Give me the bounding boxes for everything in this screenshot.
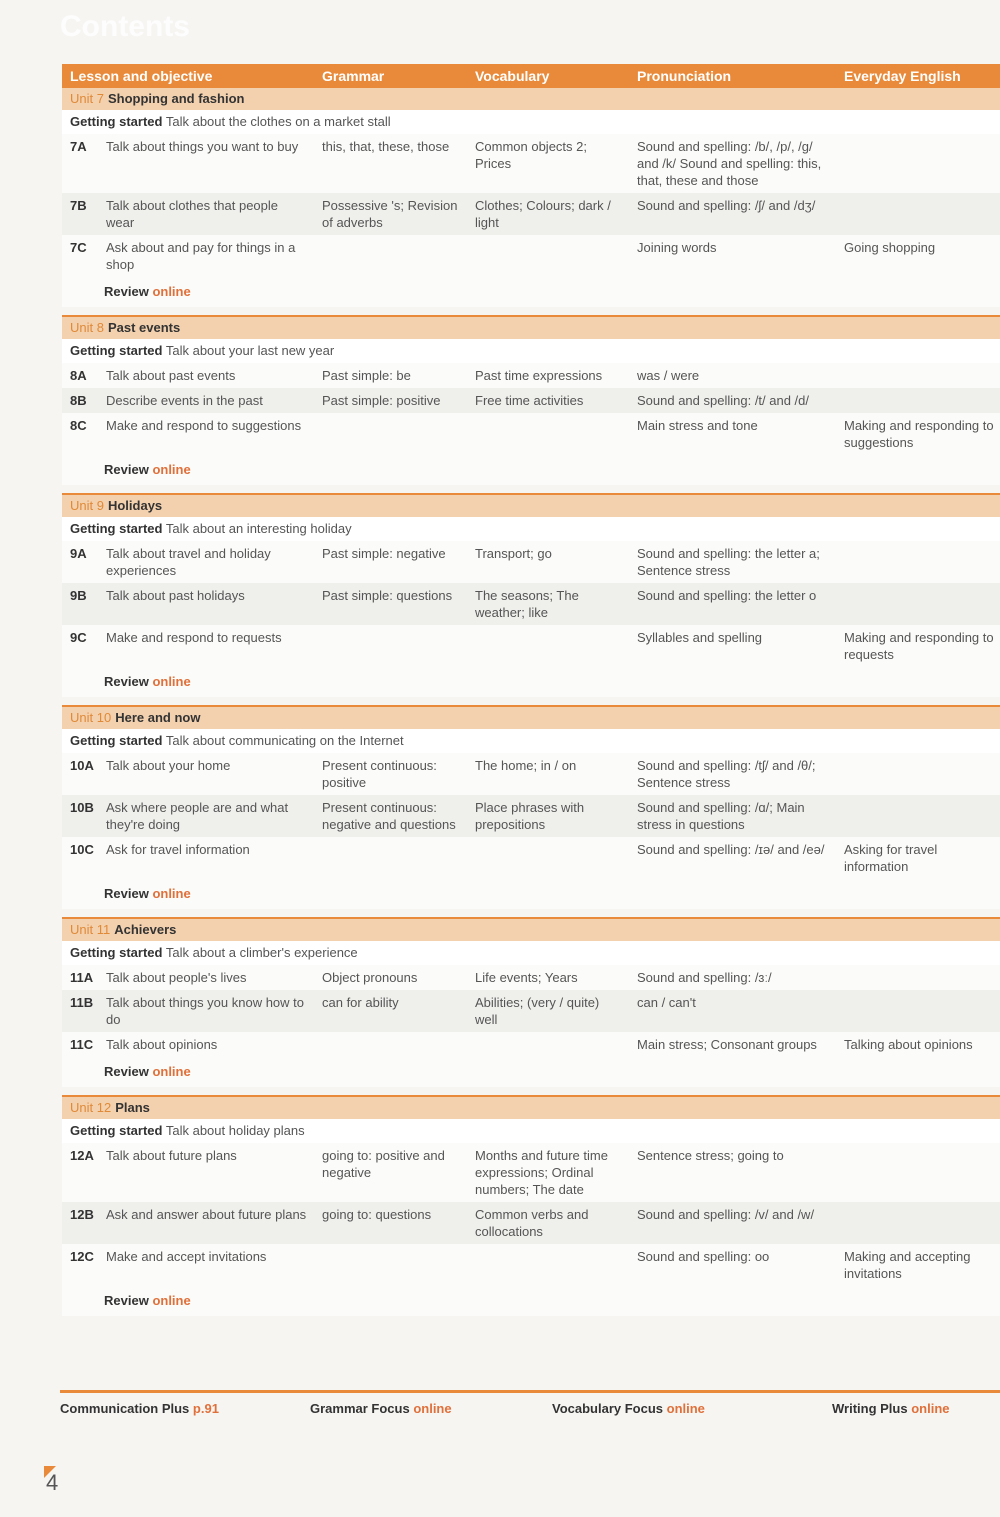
units-container	[62, 88, 1000, 1316]
lesson-vocabulary	[467, 837, 629, 879]
unit-block	[62, 917, 1000, 1087]
getting-started	[62, 517, 1000, 541]
unit-number: Unit 12	[70, 1100, 112, 1115]
lesson-vocabulary: Common objects 2; Prices	[475, 139, 587, 171]
lesson-pronunciation: Sound and spelling: /ɪə/ and /eə/	[637, 842, 825, 857]
unit-name: Plans	[115, 1100, 150, 1115]
lesson-row	[62, 837, 1000, 879]
lesson-vocabulary: Free time activities	[475, 393, 584, 408]
lesson-code: 11B	[70, 995, 94, 1010]
lesson-code: 7A	[70, 139, 87, 154]
lesson-objective: Make and respond to suggestions	[106, 418, 302, 433]
lesson-objective: Talk about opinions	[106, 1037, 218, 1052]
header-grammar: Grammar	[322, 68, 385, 84]
lesson-vocabulary: Common verbs and collocations	[475, 1207, 589, 1239]
lesson-pronunciation: Sound and spelling: /t/ and /d/	[637, 393, 810, 408]
online-label: online	[152, 886, 191, 901]
unit-heading	[62, 1097, 1000, 1119]
lesson-objective: Talk about future plans	[106, 1148, 237, 1163]
lesson-vocabulary: The home; in / on	[475, 758, 577, 773]
getting-started	[62, 729, 1000, 753]
lesson-grammar: can for ability	[322, 995, 399, 1010]
lesson-vocabulary: Abilities; (very / quite) well	[475, 995, 600, 1027]
contents-table	[62, 64, 1000, 1316]
lesson-vocabulary	[467, 1032, 629, 1057]
lesson-objective: Talk about past holidays	[106, 588, 245, 603]
lesson-grammar: Present continuous: negative and questions	[322, 800, 456, 832]
lesson-objective: Ask where people are and what they're doing	[106, 800, 289, 832]
lesson-code: 9B	[70, 588, 87, 603]
header-lesson: Lesson and objective	[70, 68, 213, 84]
unit-block	[62, 493, 1000, 697]
lesson-pronunciation: Sound and spelling: /ɑ/; Main stress in questions	[637, 800, 805, 832]
lesson-pronunciation: Sound and spelling: /b/, /p/, /g/ and /k/ Sound and spelling: this, that, these and those	[637, 139, 822, 188]
lesson-row	[62, 1143, 1000, 1202]
lesson-code: 12A	[70, 1148, 94, 1163]
page-number: 4	[46, 1470, 59, 1495]
lesson-objective: Ask and answer about future plans	[106, 1207, 307, 1222]
lesson-code: 10B	[70, 800, 94, 815]
review-label: Review	[104, 674, 149, 689]
getting-started	[62, 339, 1000, 363]
lesson-grammar: Possessive 's; Revision of adverbs	[322, 198, 458, 230]
lesson-objective: Make and respond to requests	[106, 630, 282, 645]
lesson-row	[62, 413, 1000, 455]
unit-heading	[62, 317, 1000, 339]
lesson-grammar: Past simple: be	[322, 368, 411, 383]
lesson-vocabulary: Life events; Years	[475, 970, 578, 985]
lesson-everyday-english	[836, 1143, 1000, 1202]
unit-heading	[62, 919, 1000, 941]
lesson-everyday-english	[836, 541, 1000, 583]
unit-number: Unit 11	[70, 922, 111, 937]
unit-heading	[62, 88, 1000, 110]
lesson-objective: Ask about and pay for things in a shop	[106, 240, 296, 272]
lesson-pronunciation: Sound and spelling: oo	[637, 1249, 770, 1264]
unit-name: Shopping and fashion	[107, 91, 245, 106]
lesson-code: 10C	[70, 842, 94, 857]
lesson-grammar: Object pronouns	[322, 970, 418, 985]
getting-started	[62, 110, 1000, 134]
lesson-code: 9A	[70, 546, 87, 561]
lesson-code: 9C	[70, 630, 87, 645]
footer	[60, 1390, 1000, 1416]
getting-started-text: Talk about a climber's experience	[165, 945, 358, 960]
getting-started-text: Talk about an interesting holiday	[165, 521, 352, 536]
lesson-everyday-english: Making and responding to requests	[844, 630, 994, 662]
lesson-vocabulary	[467, 235, 629, 277]
getting-started-label: Getting started	[70, 733, 163, 748]
lesson-row	[62, 1202, 1000, 1244]
footer-writing-plus[interactable]: Writing Plus online	[832, 1401, 950, 1416]
lesson-objective: Talk about things you want to buy	[106, 139, 299, 154]
online-label: online	[152, 1293, 191, 1308]
unit-number: Unit 9	[70, 498, 104, 513]
lesson-pronunciation: can / can't	[637, 995, 696, 1010]
lesson-row	[62, 388, 1000, 413]
lesson-row	[62, 753, 1000, 795]
table-header	[62, 64, 1000, 88]
lesson-objective: Ask for travel information	[106, 842, 250, 857]
lesson-pronunciation: Sound and spelling: /tʃ/ and /θ/; Sentence stress	[637, 758, 816, 790]
unit-block	[62, 88, 1000, 307]
lesson-row	[62, 795, 1000, 837]
unit-number: Unit 10	[70, 710, 112, 725]
lesson-vocabulary: Place phrases with prepositions	[475, 800, 585, 832]
lesson-everyday-english	[836, 965, 1000, 990]
lesson-grammar: going to: questions	[322, 1207, 432, 1222]
review-online-link[interactable]	[62, 667, 1000, 697]
lesson-pronunciation: Main stress and tone	[637, 418, 758, 433]
lesson-row	[62, 541, 1000, 583]
lesson-grammar	[314, 235, 467, 277]
lesson-everyday-english	[836, 1202, 1000, 1244]
lesson-code: 12B	[70, 1207, 94, 1222]
lesson-vocabulary	[467, 413, 629, 455]
lesson-grammar: Past simple: negative	[322, 546, 446, 561]
getting-started-label: Getting started	[70, 114, 163, 129]
lesson-row	[62, 990, 1000, 1032]
lesson-everyday-english: Asking for travel information	[844, 842, 938, 874]
lesson-vocabulary	[467, 1244, 629, 1286]
review-label: Review	[104, 284, 149, 299]
lesson-pronunciation: Joining words	[637, 240, 717, 255]
online-label: online	[152, 1064, 191, 1079]
unit-heading	[62, 495, 1000, 517]
header-vocabulary: Vocabulary	[475, 68, 550, 84]
lesson-row	[62, 1032, 1000, 1057]
lesson-row	[62, 625, 1000, 667]
lesson-row	[62, 193, 1000, 235]
lesson-pronunciation: Sound and spelling: the letter o	[637, 588, 817, 603]
review-label: Review	[104, 886, 149, 901]
review-label: Review	[104, 1064, 149, 1079]
lesson-objective: Talk about past events	[106, 368, 236, 383]
review-label: Review	[104, 1293, 149, 1308]
lesson-grammar	[314, 837, 467, 879]
lesson-vocabulary: Clothes; Colours; dark / light	[475, 198, 611, 230]
lesson-everyday-english: Going shopping	[844, 240, 936, 255]
getting-started	[62, 1119, 1000, 1143]
unit-number: Unit 7	[70, 91, 104, 106]
review-online-link[interactable]	[62, 1057, 1000, 1087]
lesson-grammar: this, that, these, those	[322, 139, 450, 154]
lesson-everyday-english: Making and accepting invitations	[844, 1249, 971, 1281]
lesson-vocabulary: Past time expressions	[475, 368, 603, 383]
lesson-everyday-english	[836, 990, 1000, 1032]
lesson-objective: Make and accept invitations	[106, 1249, 267, 1264]
lesson-objective: Describe events in the past	[106, 393, 263, 408]
footer-communication-plus[interactable]: Communication Plus p.91	[60, 1401, 219, 1416]
lesson-row	[62, 965, 1000, 990]
lesson-objective: Talk about people's lives	[106, 970, 247, 985]
lesson-grammar	[314, 1244, 467, 1286]
lesson-code: 7C	[70, 240, 87, 255]
lesson-objective: Talk about clothes that people wear	[106, 198, 279, 230]
review-online-link[interactable]	[62, 1286, 1000, 1316]
lesson-everyday-english	[836, 388, 1000, 413]
lesson-everyday-english: Making and responding to suggestions	[844, 418, 994, 450]
lesson-vocabulary: Months and future time expressions; Ordinal numbers; The date	[475, 1148, 608, 1197]
unit-name: Holidays	[107, 498, 163, 513]
lesson-objective: Talk about your home	[106, 758, 231, 773]
lesson-pronunciation: was / were	[637, 368, 700, 383]
unit-block	[62, 1095, 1000, 1316]
lesson-code: 10A	[70, 758, 94, 773]
header-everyday-english: Everyday English	[844, 68, 961, 84]
getting-started-label: Getting started	[70, 343, 163, 358]
review-online-link[interactable]	[62, 879, 1000, 909]
online-label: online	[152, 462, 191, 477]
getting-started-text: Talk about communicating on the Internet	[165, 733, 404, 748]
lesson-grammar: going to: positive and negative	[322, 1148, 445, 1180]
lesson-everyday-english	[836, 363, 1000, 388]
lesson-code: 8B	[70, 393, 87, 408]
unit-name: Achievers	[114, 922, 177, 937]
review-label: Review	[104, 462, 149, 477]
lesson-grammar: Past simple: positive	[322, 393, 441, 408]
lesson-row	[62, 363, 1000, 388]
lesson-grammar	[314, 413, 467, 455]
lesson-pronunciation: Sound and spelling: /ʃ/ and /dʒ/	[637, 198, 816, 213]
lesson-code: 12C	[70, 1249, 94, 1264]
lesson-grammar: Past simple: questions	[322, 588, 453, 603]
getting-started-text: Talk about holiday plans	[165, 1123, 305, 1138]
lesson-row	[62, 134, 1000, 193]
lesson-everyday-english	[836, 753, 1000, 795]
footer-grammar-focus[interactable]: Grammar Focus online	[310, 1401, 452, 1416]
lesson-everyday-english	[836, 193, 1000, 235]
getting-started-text: Talk about your last new year	[165, 343, 335, 358]
lesson-pronunciation: Sound and spelling: the letter a; Sentence stress	[637, 546, 820, 578]
lesson-everyday-english: Talking about opinions	[844, 1037, 973, 1052]
lesson-vocabulary	[467, 625, 629, 667]
online-label: online	[152, 674, 191, 689]
review-online-link[interactable]	[62, 455, 1000, 485]
getting-started	[62, 941, 1000, 965]
unit-block	[62, 705, 1000, 909]
lesson-code: 7B	[70, 198, 87, 213]
lesson-row	[62, 235, 1000, 277]
lesson-code: 8C	[70, 418, 87, 433]
lesson-pronunciation: Sound and spelling: /ɜː/	[637, 970, 772, 985]
lesson-everyday-english	[836, 795, 1000, 837]
lesson-everyday-english	[836, 583, 1000, 625]
lesson-grammar: Present continuous: positive	[322, 758, 437, 790]
lesson-objective: Talk about things you know how to do	[106, 995, 305, 1027]
lesson-objective: Talk about travel and holiday experiences	[106, 546, 271, 578]
lesson-pronunciation: Sentence stress; going to	[637, 1148, 784, 1163]
lesson-row	[62, 1244, 1000, 1286]
unit-name: Past events	[107, 320, 181, 335]
lesson-vocabulary: The seasons; The weather; like	[475, 588, 579, 620]
getting-started-label: Getting started	[70, 521, 163, 536]
lesson-grammar	[314, 625, 467, 667]
unit-name: Here and now	[115, 710, 201, 725]
lesson-code: 8A	[70, 368, 87, 383]
getting-started-label: Getting started	[70, 945, 163, 960]
unit-number: Unit 8	[70, 320, 104, 335]
lesson-pronunciation: Syllables and spelling	[637, 630, 763, 645]
lesson-grammar	[314, 1032, 467, 1057]
lesson-pronunciation: Main stress; Consonant groups	[637, 1037, 817, 1052]
lesson-code: 11A	[70, 970, 94, 985]
lesson-vocabulary: Transport; go	[475, 546, 552, 561]
unit-block	[62, 315, 1000, 485]
page-title: Contents	[60, 10, 190, 43]
header-pronunciation: Pronunciation	[637, 68, 732, 84]
getting-started-label: Getting started	[70, 1123, 163, 1138]
lesson-code: 11C	[70, 1037, 94, 1052]
unit-heading	[62, 707, 1000, 729]
online-label: online	[152, 284, 191, 299]
getting-started-text: Talk about the clothes on a market stall	[165, 114, 391, 129]
review-online-link[interactable]	[62, 277, 1000, 307]
lesson-everyday-english	[836, 134, 1000, 193]
footer-vocabulary-focus[interactable]: Vocabulary Focus online	[552, 1401, 705, 1416]
lesson-row	[62, 583, 1000, 625]
lesson-pronunciation: Sound and spelling: /v/ and /w/	[637, 1207, 815, 1222]
